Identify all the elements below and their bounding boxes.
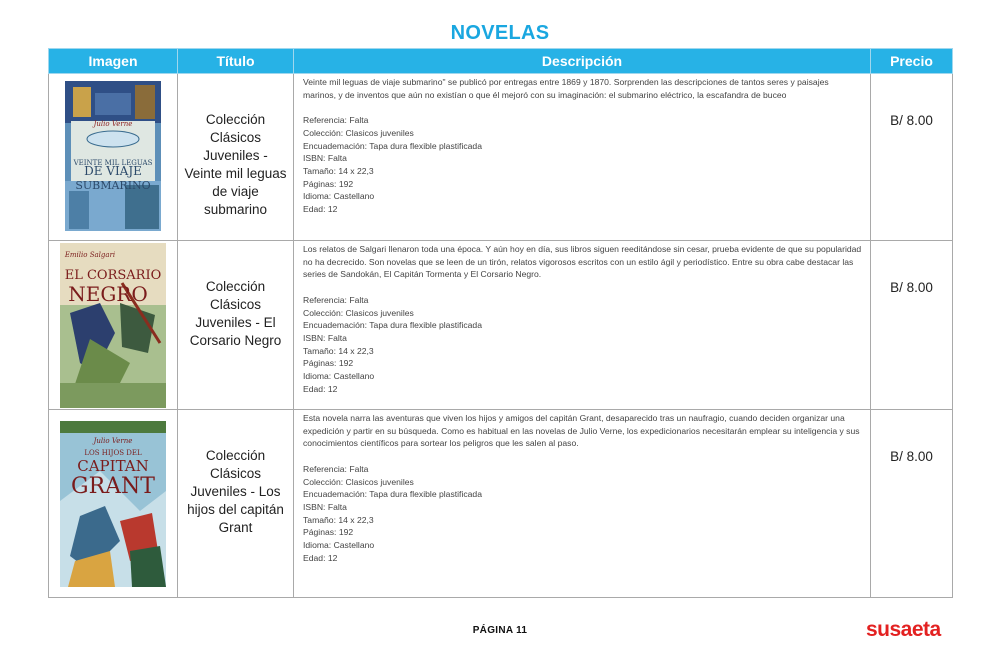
image-cell xyxy=(49,74,178,241)
spec-referencia: Referencia: Falta xyxy=(303,115,369,126)
spec-tamano: Tamaño: 14 x 22,3 xyxy=(303,165,374,176)
description-cell xyxy=(294,241,871,410)
cover-author: Julio Verne xyxy=(93,120,133,128)
book-cover-image xyxy=(60,421,166,587)
description-cell xyxy=(294,410,871,598)
table-row xyxy=(49,410,953,598)
product-title: Colección Clásicos Juveniles - El Corsario Negro xyxy=(189,279,282,348)
cover-title-line-2: DE VIAJE xyxy=(84,164,142,178)
book-cover-image xyxy=(65,81,161,231)
title-cell xyxy=(178,241,294,410)
header-descripcion: Descripción xyxy=(294,49,871,74)
cover-title-line-2: NEGRO xyxy=(68,282,148,306)
table-row xyxy=(49,241,953,410)
spec-isbn: ISBN: Falta xyxy=(303,332,347,343)
spec-tamano: Tamaño: 14 x 22,3 xyxy=(303,345,374,356)
spec-idioma: Idioma: Castellano xyxy=(303,371,375,382)
page-number: PÁGINA 11 xyxy=(472,625,528,636)
title-cell xyxy=(178,74,294,241)
spec-paginas: Páginas: 192 xyxy=(303,527,354,538)
spec-encuadernacion: Encuademación: Tapa dura flexible plastificada xyxy=(303,489,482,500)
spec-coleccion: Colección: Clasicos juveniles xyxy=(303,476,414,487)
header-titulo: Título xyxy=(178,49,294,74)
spec-edad: Edad: 12 xyxy=(303,383,338,394)
spec-referencia: Referencia: Falta xyxy=(303,294,369,305)
table-row xyxy=(49,74,953,241)
product-title: Colección Clásicos Juveniles - Veinte mil leguas de viaje submarino xyxy=(184,112,287,217)
description-cell xyxy=(294,74,871,241)
spec-isbn: ISBN: Falta xyxy=(303,153,347,164)
cover-author: Julio Verne xyxy=(93,437,133,445)
product-table xyxy=(48,48,953,598)
product-price: B/ 8.00 xyxy=(890,280,933,295)
title-cell xyxy=(178,410,294,598)
spec-idioma: Idioma: Castellano xyxy=(303,191,375,202)
image-cell xyxy=(49,410,178,598)
spec-paginas: Páginas: 192 xyxy=(303,178,354,189)
spec-tamano: Tamaño: 14 x 22,3 xyxy=(303,514,374,525)
book-cover-image xyxy=(60,243,166,408)
table-header-row xyxy=(49,49,953,74)
spec-isbn: ISBN: Falta xyxy=(303,501,347,512)
product-price: B/ 8.00 xyxy=(890,449,933,464)
cover-title-line-2: CAPITAN xyxy=(77,457,149,475)
spec-encuadernacion: Encuademación: Tapa dura flexible plastificada xyxy=(303,320,482,331)
brand-logo: susaeta xyxy=(866,618,941,641)
product-intro: Los relatos de Salgari llenaron toda una época. Y aún hoy en día, sus libros siguen reeditándose sin cesar, prueba evidente de que su popularidad no ha decrecido. Son novelas que se leen de un tirón, relatos vigorosos escritos con un estilo ágil y periodístico. Entre su obra cabe destacar las series de Sandokán, El Capitán Tormenta y El Corsario Negro. xyxy=(303,244,862,280)
spec-referencia: Referencia: Falta xyxy=(303,463,369,474)
spec-encuadernacion: Encuademación: Tapa dura flexible plastificada xyxy=(303,140,482,151)
cover-author: Emilio Salgari xyxy=(64,251,116,259)
price-cell xyxy=(871,241,953,410)
spec-coleccion: Colección: Clasicos juveniles xyxy=(303,127,414,138)
price-cell xyxy=(871,410,953,598)
spec-edad: Edad: 12 xyxy=(303,204,338,215)
product-price: B/ 8.00 xyxy=(890,113,933,128)
cover-title-line-1: VEINTE MIL LEGUAS xyxy=(73,159,153,167)
product-intro: Veinte mil leguas de viaje submarino" se publicó por entregas entre 1869 y 1870. Sorprenden las descripciones de tantos seres y paisajes marinos, y de inventos que aún no existían o que él mejoró con su imaginación: el submarino eléctrico, la escafandra de buceo xyxy=(303,77,829,100)
spec-idioma: Idioma: Castellano xyxy=(303,540,375,551)
page-title: NOVELAS xyxy=(450,22,550,44)
spec-paginas: Páginas: 192 xyxy=(303,358,354,369)
cover-title-line-1: LOS HIJOS DEL xyxy=(84,449,142,457)
spec-coleccion: Colección: Clasicos juveniles xyxy=(303,307,414,318)
header-imagen: Imagen xyxy=(49,49,178,74)
product-title: Colección Clásicos Juveniles - Los hijos del capitán Grant xyxy=(187,448,284,535)
spec-edad: Edad: 12 xyxy=(303,552,338,563)
cover-title-line-3: SUBMARINO xyxy=(75,179,151,192)
product-intro: Esta novela narra las aventuras que viven los hijos y amigos del capitán Grant, desaparecido tras un naufragio, cuando deciden organizar una expedición y partir en su búsqueda. Como es habitual en las novelas de Julio Verne, los expedicionarios necesitarán emplear su inteligencia y sus conocimientos científicos para sortear los peligros que les salen al paso. xyxy=(303,413,860,449)
price-cell xyxy=(871,74,953,241)
cover-title-line-1: EL CORSARIO xyxy=(64,268,162,283)
image-cell xyxy=(49,241,178,410)
header-precio: Precio xyxy=(871,49,953,74)
cover-title-line-3: GRANT xyxy=(71,474,155,499)
